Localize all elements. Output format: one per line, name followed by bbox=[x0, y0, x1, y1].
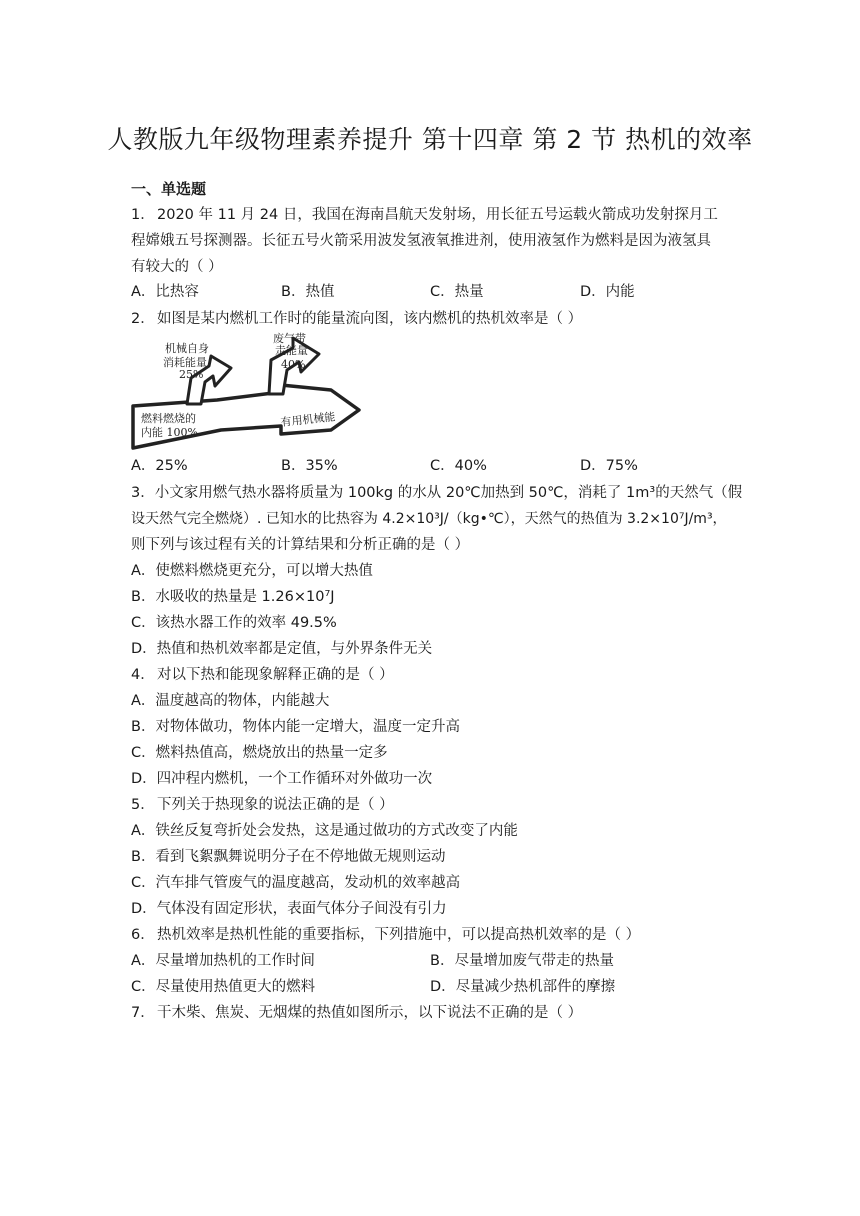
question-number: 3． bbox=[131, 485, 155, 501]
question-text: 小文家用燃气热水器将质量为 100kg 的水从 20℃加热到 50℃，消耗了 1m³的天然气（假 bbox=[154, 485, 743, 501]
option-d[interactable]: D．气体没有固定形状，表面气体分子间没有引力 bbox=[131, 901, 447, 917]
mech-label-1: 机械自身 bbox=[165, 342, 209, 355]
exhaust-label-3: 40% bbox=[281, 358, 306, 371]
section-heading: 一、单选题 bbox=[131, 180, 207, 198]
option-b[interactable]: B．对物体做功，物体内能一定增大，温度一定升高 bbox=[131, 719, 460, 735]
option-a[interactable]: A．温度越高的物体，内能越大 bbox=[131, 693, 330, 709]
option-a[interactable]: A．铁丝反复弯折处会发热，这是通过做功的方式改变了内能 bbox=[131, 823, 518, 839]
question-5-line-1 bbox=[131, 792, 394, 818]
question-text: 2020 年 11 月 24 日，我国在海南昌航天发射场，用长征五号运载火箭成功发射探月工 bbox=[157, 207, 718, 223]
question-text: 下列关于热现象的说法正确的是（ ） bbox=[157, 797, 394, 813]
option-d[interactable]: D．内能 bbox=[580, 284, 635, 300]
option-b[interactable]: B．热值 bbox=[281, 284, 335, 300]
option-d[interactable]: D．热值和热机效率都是定值，与外界条件无关 bbox=[131, 641, 433, 657]
question-text: 热机效率是热机性能的重要指标，下列措施中，可以提高热机效率的是（ ） bbox=[157, 927, 641, 943]
question-number: 6． bbox=[131, 927, 155, 943]
input-label-1: 燃料燃烧的 bbox=[141, 412, 196, 425]
mech-label-3: 25% bbox=[179, 368, 204, 381]
option-a[interactable]: A．尽量增加热机的工作时间 bbox=[131, 953, 315, 969]
option-b[interactable]: B．尽量增加废气带走的热量 bbox=[430, 953, 614, 969]
option-b[interactable]: B．35% bbox=[281, 458, 338, 474]
option-c[interactable]: C．汽车排气管废气的温度越高，发动机的效率越高 bbox=[131, 875, 461, 891]
option-c[interactable]: C．热量 bbox=[430, 284, 484, 300]
energy-flow-diagram bbox=[131, 330, 363, 456]
page-title: 人教版九年级物理素养提升 第十四章 第 2 节 热机的效率 bbox=[107, 125, 753, 154]
exhaust-label-2: 走能量 bbox=[275, 344, 308, 357]
question-3-line-2: 设天然气完全燃烧）. 已知水的比热容为 4.2×10³J/（kg•℃），天然气的热值为 3.2×10⁷J/m³， bbox=[131, 511, 727, 527]
useful-label: 有用机械能 bbox=[279, 410, 337, 429]
question-1-line-2: 程嫦娥五号探测器。长征五号火箭采用波发氢液氧推进剂，使用液氢作为燃料是因为液氢具 bbox=[131, 233, 711, 249]
exhaust-label-1: 废气带 bbox=[273, 332, 306, 345]
question-3-line-1 bbox=[131, 480, 742, 506]
question-text: 如图是某内燃机工作时的能量流向图，该内燃机的热机效率是（ ） bbox=[157, 311, 583, 327]
option-a[interactable]: A．25% bbox=[131, 458, 188, 474]
question-1-line-1 bbox=[131, 202, 718, 228]
question-number: 1． bbox=[131, 207, 155, 223]
option-d[interactable]: D．四冲程内燃机，一个工作循环对外做功一次 bbox=[131, 771, 433, 787]
option-a[interactable]: A．比热容 bbox=[131, 284, 199, 300]
option-c[interactable]: C．尽量使用热值更大的燃料 bbox=[131, 979, 316, 995]
option-d[interactable]: D．尽量减少热机部件的摩擦 bbox=[430, 979, 616, 995]
question-1-line-3: 有较大的（ ） bbox=[131, 259, 223, 275]
option-b[interactable]: B．水吸收的热量是 1.26×10⁷J bbox=[131, 589, 335, 605]
question-number: 4． bbox=[131, 667, 155, 683]
input-label-2: 内能 100% bbox=[141, 426, 198, 439]
mech-label-2: 消耗能量 bbox=[163, 356, 207, 369]
option-a[interactable]: A．使燃料燃烧更充分，可以增大热值 bbox=[131, 563, 373, 579]
option-b[interactable]: B．看到飞絮飘舞说明分子在不停地做无规则运动 bbox=[131, 849, 446, 865]
question-text: 干木柴、焦炭、无烟煤的热值如图所示，以下说法不正确的是（ ） bbox=[157, 1005, 583, 1021]
question-text: 对以下热和能现象解释正确的是（ ） bbox=[157, 667, 394, 683]
option-c[interactable]: C．燃料热值高，燃烧放出的热量一定多 bbox=[131, 745, 388, 761]
question-3-line-3: 则下列与该过程有关的计算结果和分析正确的是（ ） bbox=[131, 537, 470, 553]
question-number: 5． bbox=[131, 797, 155, 813]
question-6-line-1 bbox=[131, 922, 640, 948]
question-7-line-1 bbox=[131, 1000, 582, 1026]
option-c[interactable]: C．该热水器工作的效率 49.5% bbox=[131, 615, 337, 631]
option-d[interactable]: D．75% bbox=[580, 458, 638, 474]
question-2-line-1 bbox=[131, 306, 582, 332]
question-number: 2． bbox=[131, 311, 155, 327]
option-c[interactable]: C．40% bbox=[430, 458, 487, 474]
question-number: 7． bbox=[131, 1005, 155, 1021]
question-4-line-1 bbox=[131, 662, 394, 688]
